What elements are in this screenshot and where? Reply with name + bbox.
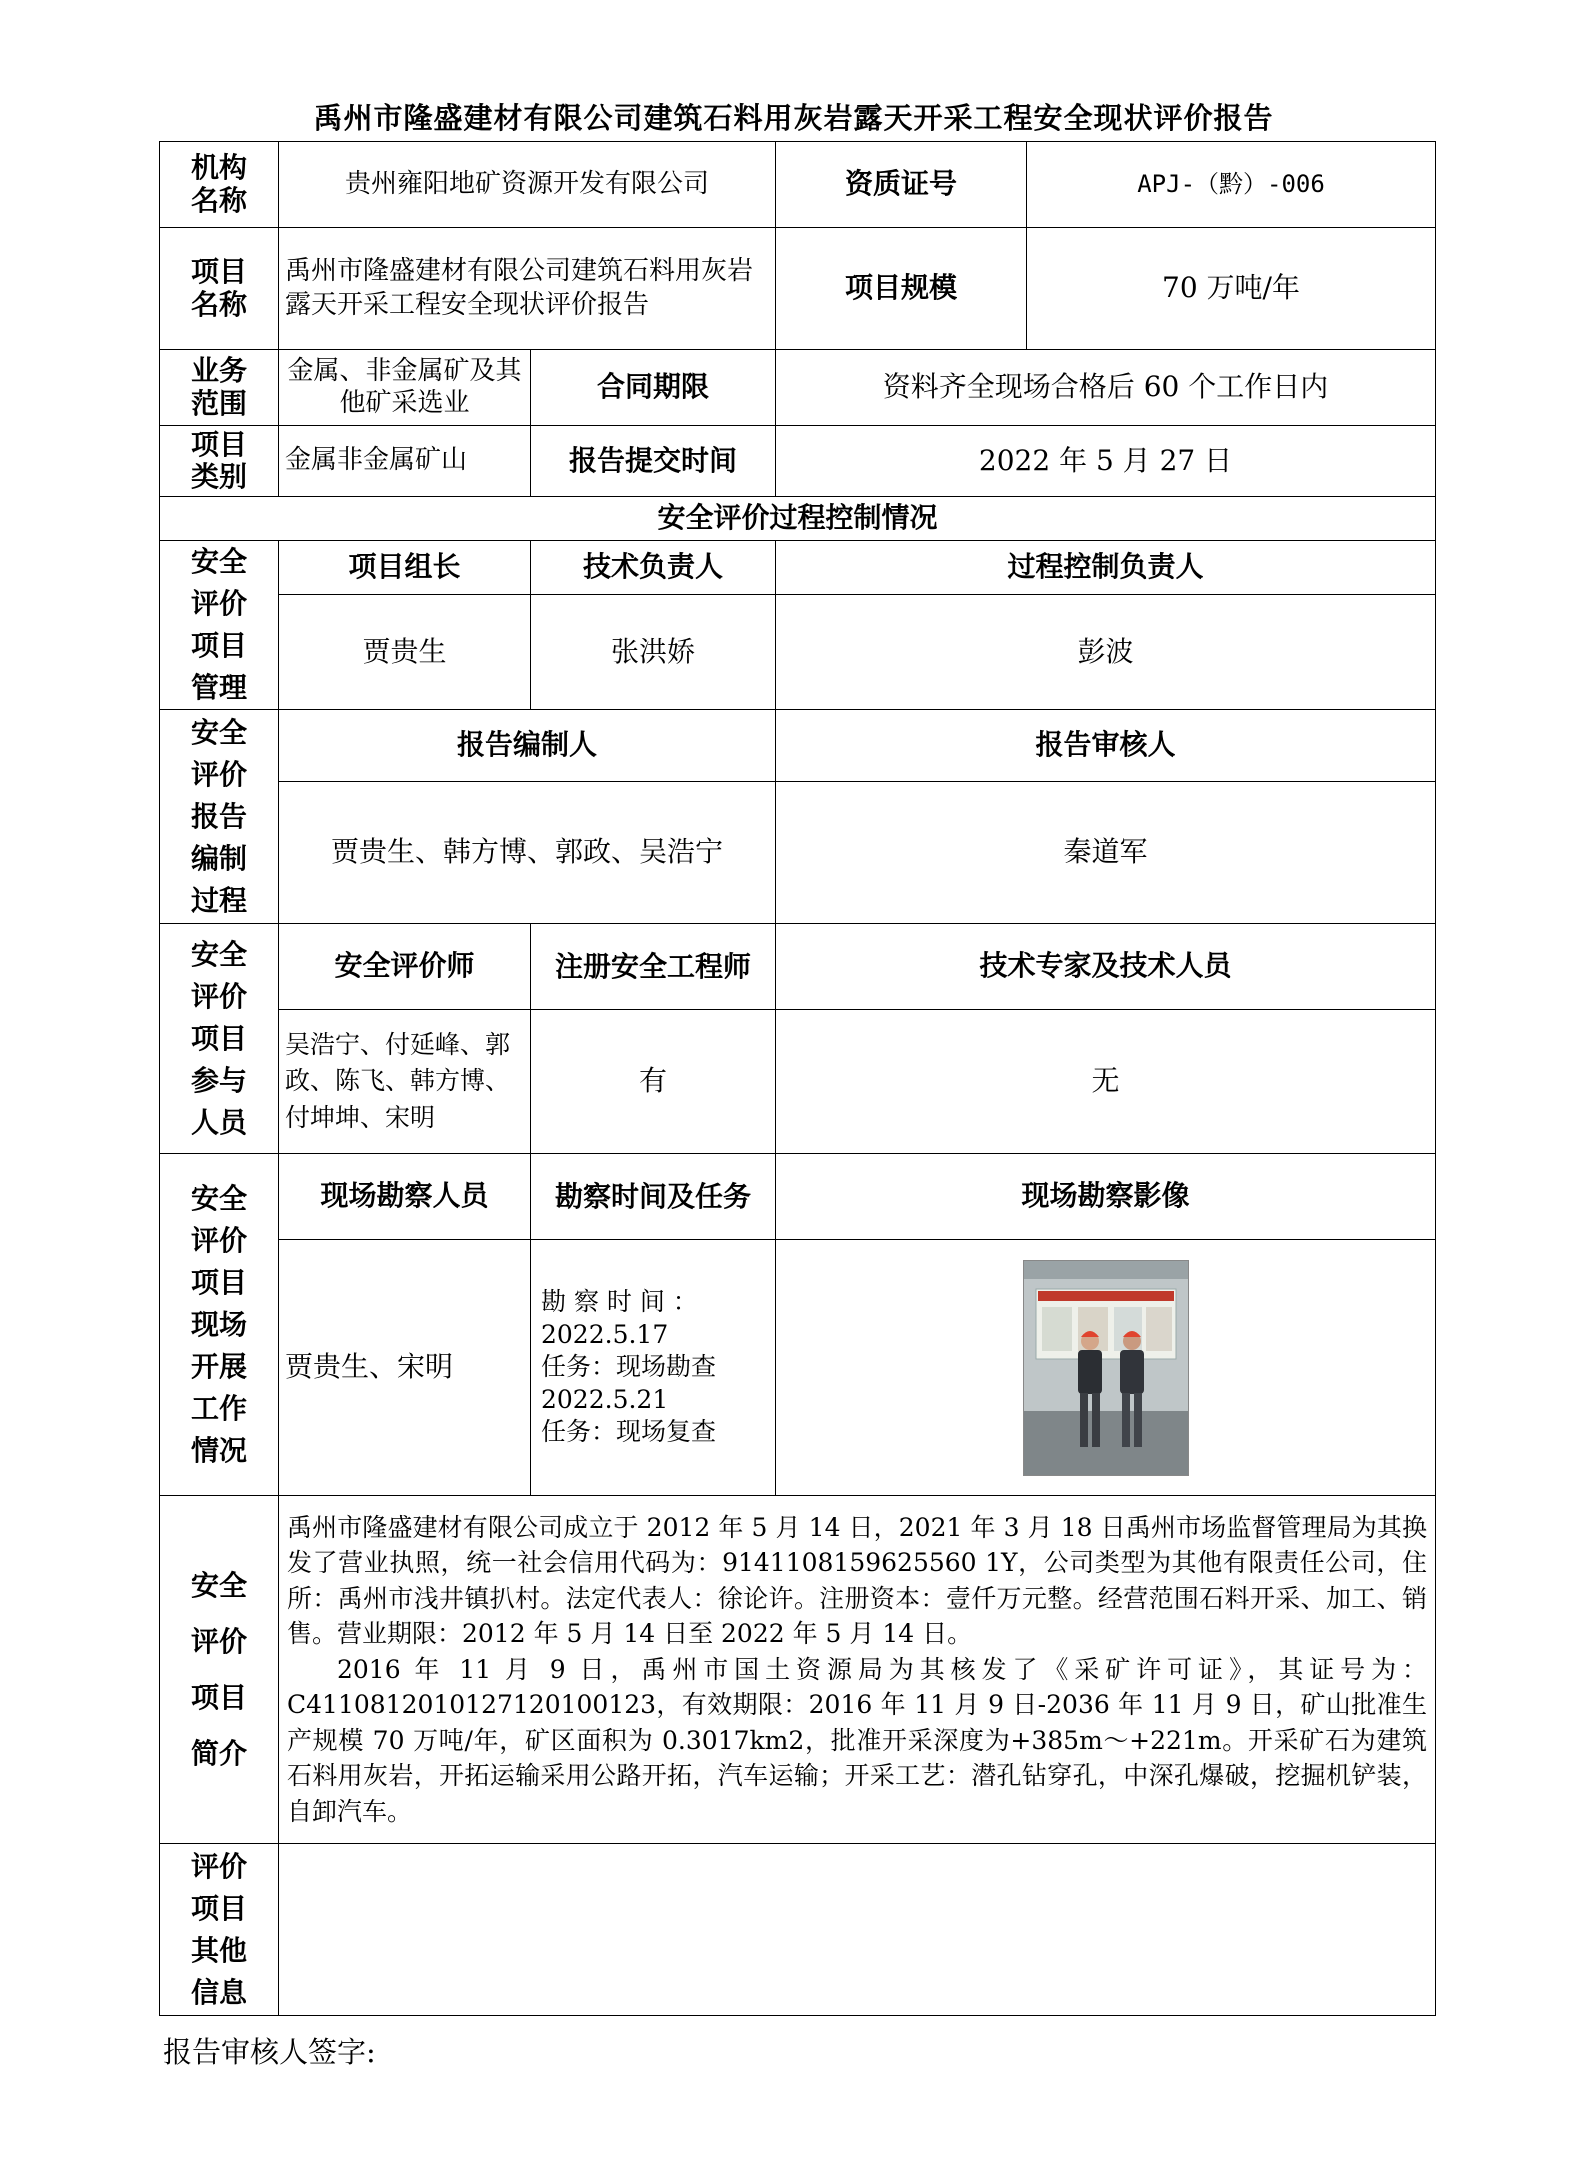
evaluator-header: 安全评价师 (279, 924, 531, 1010)
section-row (160, 497, 1436, 541)
intro-paragraph-2: 2016 年 11 月 9 日，禹州市国土资源局为其核发了《采矿许可证》，其证号为：C4110812010127120100123，有效期限：2016 年 11 月 9 日-2036 年 11 月 9 日，矿山批准生产规模 70 万吨/年，矿区面积为 0.3017km2，批准开采深度为+385m～+221m。开采矿石为建筑石料用灰岩，开拓运输采用公路开拓，汽车运输；开采工艺：潜孔钻穿孔，中深孔爆破，挖掘机铲装，自卸汽车。 (287, 1654, 1428, 1826)
survey-photo-cell (776, 1240, 1436, 1496)
management-value-row (160, 595, 1436, 710)
process-control-value: 彭波 (776, 595, 1436, 710)
participants-label: 安全 评价 项目 参与 人员 (160, 924, 279, 1154)
scope-row (160, 350, 1436, 426)
submit-value: 2022 年 5 月 27 日 (776, 426, 1436, 497)
reviewer-value: 秦道军 (776, 782, 1436, 924)
site-inspection-photo (1023, 1260, 1189, 1476)
registered-engineer-value: 有 (531, 1010, 776, 1154)
type-row (160, 426, 1436, 497)
project-value: 禹州市隆盛建材有限公司建筑石料用灰岩露天开采工程安全现状评价报告 (279, 228, 776, 350)
survey-tasks-value: 勘 察 时 间 ： 2022.5.17 任务：现场勘查 2022.5.21 任务：现场复查 (531, 1240, 776, 1496)
scope-label: 业务 范围 (160, 350, 279, 426)
compiler-value: 贾贵生、韩方博、郭政、吴浩宁 (279, 782, 776, 924)
other-row (160, 1844, 1436, 2016)
participants-value-row (160, 1010, 1436, 1154)
compilation-value-row (160, 782, 1436, 924)
org-value: 贵州雍阳地矿资源开发有限公司 (279, 142, 776, 228)
evaluator-value: 吴浩宁、付延峰、郭政、陈飞、韩方博、付坤坤、宋明 (279, 1010, 531, 1154)
survey-header-row (160, 1154, 1436, 1240)
contract-value: 资料齐全现场合格后 60 个工作日内 (776, 350, 1436, 426)
team-leader-header: 项目组长 (279, 541, 531, 595)
other-value (279, 1844, 1436, 2016)
management-label: 安全 评价 项目 管理 (160, 541, 279, 710)
compilation-label: 安全 评价 报告 编制 过程 (160, 710, 279, 924)
intro-label: 安全 评价 项目 简介 (160, 1496, 279, 1844)
type-value: 金属非金属矿山 (279, 426, 531, 497)
survey-label: 安全 评价 项目 现场 开展 工作 情况 (160, 1154, 279, 1496)
management-header-row (160, 541, 1436, 595)
registered-engineer-header: 注册安全工程师 (531, 924, 776, 1010)
intro-paragraph-1: 禹州市隆盛建材有限公司成立于 2012 年 5 月 14 日，2021 年 3 月 18 日禹州市场监督管理局为其换发了营业执照，统一社会信用代码为：9141108159625560 1Y，公司类型为其他有限责任公司，住所：禹州市浅井镇扒村。法定代表人：徐论许。注册资本：壹仟万元整。经营范围石料开采、加工、销售。营业期限：2012 年 5 月 14 日至 2022 年 5 月 14 日。 (287, 1512, 1428, 1649)
survey-time-header: 勘察时间及任务 (531, 1154, 776, 1240)
other-label: 评价 项目 其他 信息 (160, 1844, 279, 2016)
org-row (160, 142, 1436, 228)
tech-lead-header: 技术负责人 (531, 541, 776, 595)
intro-content (279, 1496, 1436, 1844)
compilation-header-row (160, 710, 1436, 782)
project-label: 项目 名称 (160, 228, 279, 350)
survey-photo-header: 现场勘察影像 (776, 1154, 1436, 1240)
project-row (160, 228, 1436, 350)
participants-header-row (160, 924, 1436, 1010)
submit-label: 报告提交时间 (531, 426, 776, 497)
experts-value: 无 (776, 1010, 1436, 1154)
experts-header: 技术专家及技术人员 (776, 924, 1436, 1010)
scope-value: 金属、非金属矿及其他矿采选业 (279, 350, 531, 426)
survey-value-row (160, 1240, 1436, 1496)
type-label: 项目 类别 (160, 426, 279, 497)
cert-label: 资质证号 (776, 142, 1027, 228)
scale-label: 项目规模 (776, 228, 1027, 350)
process-control-header: 过程控制负责人 (776, 541, 1436, 595)
photo-illustration (1024, 1261, 1188, 1475)
intro-row (160, 1496, 1436, 1844)
reviewer-header: 报告审核人 (776, 710, 1436, 782)
survey-staff-header: 现场勘察人员 (279, 1154, 531, 1240)
document-title: 禹州市隆盛建材有限公司建筑石料用灰岩露天开采工程安全现状评价报告 (313, 101, 1274, 135)
scale-value: 70 万吨/年 (1027, 228, 1436, 350)
compiler-header: 报告编制人 (279, 710, 776, 782)
org-label: 机构 名称 (160, 142, 279, 228)
tech-lead-value: 张洪娇 (531, 595, 776, 710)
cert-value: APJ-（黔）-006 (1027, 142, 1436, 228)
contract-label: 合同期限 (531, 350, 776, 426)
evaluation-info-table (159, 141, 1436, 2016)
survey-staff-value: 贾贵生、宋明 (279, 1240, 531, 1496)
team-leader-value: 贾贵生 (279, 595, 531, 710)
section-title: 安全评价过程控制情况 (160, 497, 1436, 541)
reviewer-signature-label: 报告审核人签字: (163, 2035, 376, 2069)
